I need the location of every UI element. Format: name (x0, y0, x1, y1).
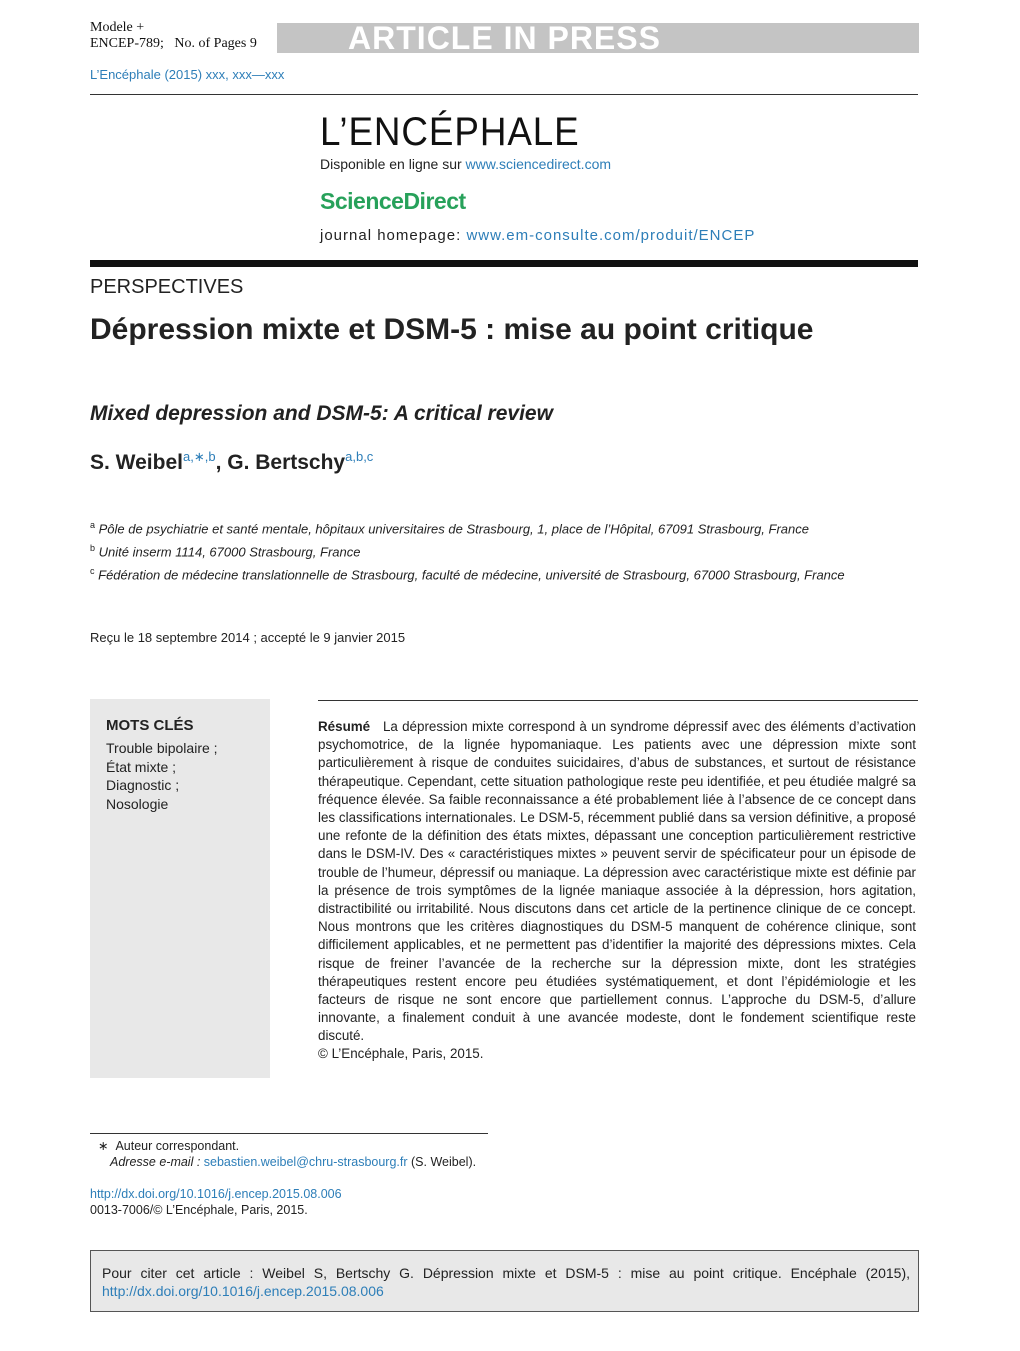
email-link[interactable]: sebastien.weibel@chru-strasbourg.fr (203, 1155, 408, 1169)
keyword-item: Trouble bipolaire ; (106, 740, 218, 756)
footnote-rule (90, 1133, 488, 1134)
author-name[interactable]: S. Weibel (90, 451, 183, 474)
abstract-label: Résumé (318, 719, 371, 734)
keyword-item: État mixte ; (106, 758, 177, 775)
abstract (318, 718, 916, 1046)
masthead-divider (90, 260, 918, 267)
abstract-copyright: © L’Encéphale, Paris, 2015. (318, 1046, 484, 1061)
homepage-link[interactable]: www.em-consulte.com/produit/ENCEP (466, 227, 756, 244)
affiliation-text: Fédération de médecine translationnelle de Strasbourg, faculté de médecine, université de Strasbourg, 67000 Strasbourg, France (98, 566, 845, 582)
email-note (110, 1155, 476, 1169)
affiliation-mark: a (90, 520, 96, 530)
sciencedirect-logo: ScienceDirect (320, 188, 466, 214)
keywords-title: MOTS CLÉS (106, 717, 194, 734)
issn-line: 0013-7006/© L’Encéphale, Paris, 2015. (90, 1203, 308, 1217)
citation-prefix: Pour citer cet article : Weibel S, Bertschy G. Dépression mixte et DSM-5 : mise au point critique. Encéphale (2015), (102, 1265, 910, 1281)
article-in-press-banner: ARTICLE IN PRESS (348, 20, 661, 56)
affiliation-text: Pôle de psychiatrie et santé mentale, hôpitaux universitaires de Strasbourg, 1, place de l’Hôpital, 67091 Strasbourg, France (98, 521, 809, 537)
availability-prefix: Disponible en ligne sur (320, 156, 466, 172)
author-list (90, 451, 373, 475)
sciencedirect-link[interactable]: www.sciencedirect.com (465, 156, 612, 172)
section-label: PERSPECTIVES (90, 276, 244, 298)
author-separator: , (215, 451, 228, 474)
affiliation-item (90, 539, 890, 562)
doi-link[interactable]: http://dx.doi.org/10.1016/j.encep.2015.08.006 (90, 1187, 342, 1201)
email-label: Adresse e-mail : (110, 1155, 204, 1169)
corresponding-author-text: Auteur correspondant. (115, 1139, 240, 1153)
author-name[interactable]: G. Bertschy (227, 451, 346, 474)
received-accepted-dates: Reçu le 18 septembre 2014 ; accepté le 9 janvier 2015 (90, 630, 406, 645)
page-count: No. of Pages 9 (174, 36, 257, 51)
header-divider (90, 94, 918, 95)
footnote-mark: ∗ (98, 1139, 109, 1153)
journal-logo: L’ENCÉPHALE (320, 110, 580, 154)
abstract-text: La dépression mixte correspond à un syndrome dépressif avec des éléments d’activation psychomotrice, de la lignée hypomaniaque. Les patients avec une dépression mixte sont particulièrement à risque de conduites suicidaires, d’abus de substances, et surtout de résistance thérapeutique. Cependant, cette situation pathologique reste peu identifiée, et peu étudiée malgré sa fréquence élevée. Sa faible reconnaissance a été probablement liée à l’absence de ce concept dans les classifications internationales. Le DSM-5, récemment publié dans sa version définitive, a proposé une refonte de la définition des états mixtes, dépassant une conception particulièrement restrictive dans le DSM-IV. Des « caractéristiques mixtes » peuvent servir de spécificateur pour un épisode de trouble de l’humeur, dépressif ou maniaque. La dépression avec caractéristique mixte est définie par la présence de trois symptômes de la lignée maniaque associée à la dépression, hors agitation, distractibilité ou irritabilité. Nous discutons dans cet article de la pertinence clinique de ce concept. Nous montrons que les critères diagnostiques du DSM-5 manquent de cohérence clinique, sont difficilement applicables, et ne permettent pas d’identifier la majorité des dépressions mixtes. Cela risque de freiner l’avancée de la recherche sur la dépression mixte, dont les stratégies thérapeutiques restent encore peu étudiées systématiquement, et dont l’épidémiologie et les facteurs de risque ne sont encore que partiellement connus. L’approche du DSM-5, d’allure innovante, a finalement conduit à une avancée modeste, dont le fondement scientifique reste discuté. (318, 719, 916, 1044)
article-code: ENCEP-789; (90, 36, 164, 51)
affiliation-item (90, 516, 890, 539)
header-meta (90, 20, 257, 52)
keyword-item: Nosologie (106, 795, 169, 812)
email-suffix: (S. Weibel). (407, 1155, 477, 1169)
homepage-prefix: journal homepage: (320, 227, 467, 244)
corresponding-author-note (98, 1138, 239, 1153)
journal-reference-prefix: L’Encéphale (2015) (90, 67, 206, 82)
affiliations (90, 516, 890, 584)
article-subtitle: Mixed depression and DSM-5: A critical review (90, 402, 553, 425)
author-affiliation-marks[interactable]: a,∗,b (182, 449, 216, 464)
affiliation-mark: c (90, 565, 95, 576)
affiliation-text: Unité inserm 1114, 67000 Strasbourg, France (98, 544, 361, 560)
modele-label: Modele + (90, 20, 145, 35)
citation-text (102, 1264, 910, 1300)
journal-reference (90, 67, 284, 82)
author-affiliation-marks[interactable]: a,b,c (345, 449, 374, 464)
journal-reference-pages: xxx, xxx—xxx (205, 67, 285, 82)
journal-homepage (320, 227, 755, 244)
citation-doi-link[interactable]: http://dx.doi.org/10.1016/j.encep.2015.08.006 (102, 1283, 384, 1299)
abstract-divider (318, 700, 918, 701)
availability-line (320, 156, 611, 172)
affiliation-item (90, 562, 890, 585)
article-title: Dépression mixte et DSM-5 : mise au point critique (90, 313, 814, 346)
keywords-list (106, 739, 218, 813)
keyword-item: Diagnostic ; (106, 777, 180, 793)
affiliation-mark: b (90, 542, 96, 553)
